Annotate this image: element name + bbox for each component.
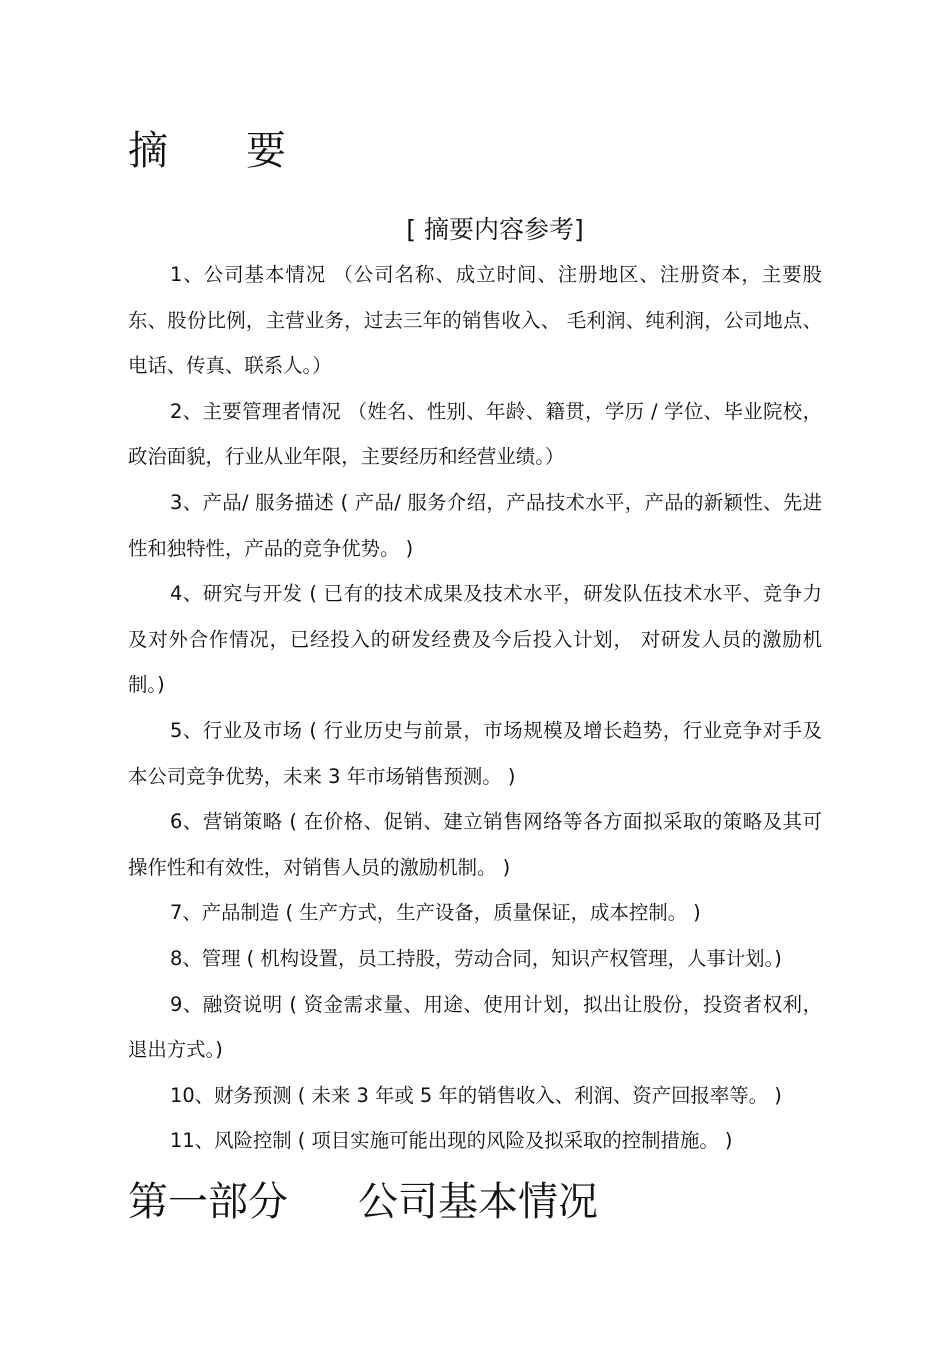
abstract-item-6: 6、营销策略 ( 在价格、促销、建立销售网络等各方面拟采取的策略及其可操作性和有效性，对销售人员的激励机制。 ) [128, 810, 822, 879]
abstract-item-9: 9、融资说明 ( 资金需求量、用途、使用计划，拟出让股份，投资者权利，退出方式。) [128, 992, 822, 1062]
part-label: 第一部分 [128, 1179, 288, 1225]
abstract-item-5: 5、行业及市场 ( 行业历史与前景，市场规模及增长趋势，行业竞争对手及本公司竞争优势，未来 3 年市场销售预测。 ) [128, 718, 822, 788]
abstract-item-2: 2、主要管理者情况 （姓名、性别、年龄、籍贯，学历 / 学位、毕业院校，政治面貌，行业从业年限，主要经历和经营业绩。） [128, 399, 822, 469]
abstract-subheading: [ 摘要内容参考] [406, 215, 584, 244]
abstract-heading [128, 126, 286, 176]
part-title: 公司基本情况 [358, 1179, 598, 1225]
abstract-heading-char-1: 摘 [128, 128, 168, 174]
abstract-item-list [128, 252, 822, 1164]
abstract-item-7: 7、产品制造 ( 生产方式，生产设备，质量保证，成本控制。 ) [170, 901, 701, 925]
abstract-item-11: 11、风险控制 ( 项目实施可能出现的风险及拟采取的控制措施。 ) [170, 1129, 733, 1153]
abstract-item-8: 8、管理 ( 机构设置，员工持股，劳动合同，知识产权管理，人事计划。) [170, 946, 782, 970]
part-one-heading [128, 1177, 598, 1227]
abstract-item-4: 4、研究与开发 ( 已有的技术成果及技术水平，研发队伍技术水平、竞争力及对外合作情况，已经投入的研发经费及今后投入计划， 对研发人员的激励机制。) [128, 582, 822, 697]
abstract-item-1: 1、公司基本情况 （公司名称、成立时间、注册地区、注册资本，主要股东、股份比例，主营业务，过去三年的销售收入、 毛利润、纯利润，公司地点、电话、传真、联系人。） [128, 263, 822, 378]
abstract-item-10: 10、财务预测 ( 未来 3 年或 5 年的销售收入、利润、资产回报率等。 ) [170, 1083, 782, 1107]
abstract-item-3: 3、产品/ 服务描述 ( 产品/ 服务介绍，产品技术水平，产品的新颖性、先进性和独特性，产品的竞争优势。 ) [128, 490, 822, 560]
abstract-heading-char-2: 要 [246, 128, 286, 174]
